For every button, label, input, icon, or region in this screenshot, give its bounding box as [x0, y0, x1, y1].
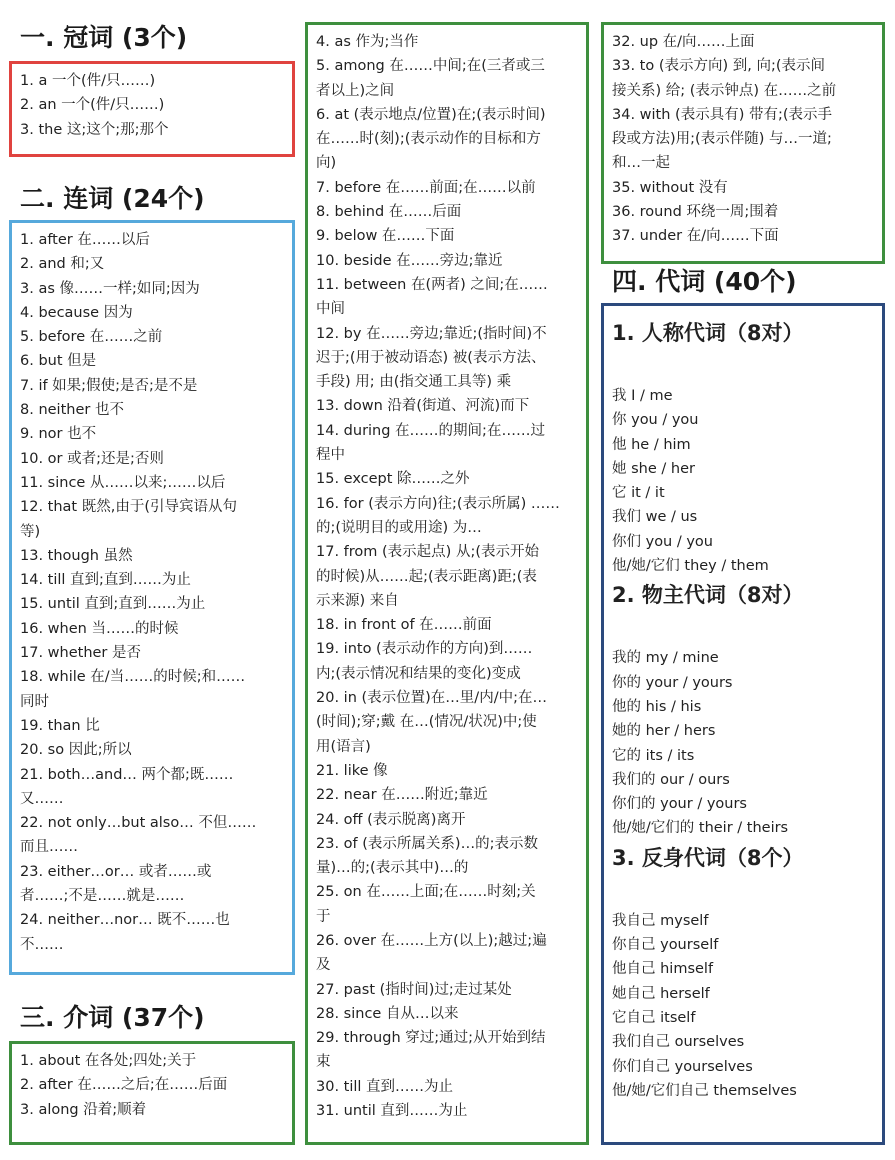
spacer [612, 610, 874, 646]
list-item: 11. since 从……以来;……以后 [20, 474, 226, 491]
pronoun-item: 他 he / him [612, 436, 691, 453]
list-item: 23. of (表示所属关系)…的;表示数 量)…的;(表示其中)…的 [316, 835, 538, 877]
list-item: 25. on 在……上面;在……时刻;关 于 [316, 884, 536, 925]
list-item: 6. but 但是 [20, 353, 97, 370]
list-item: 14. till 直到;直到……为止 [20, 572, 191, 589]
list-item: 18. in front of 在……前面 [316, 617, 492, 634]
pronoun-item: 我们的 our / ours [612, 771, 730, 788]
list-item: 17. whether 是否 [20, 645, 142, 662]
list-item: 24. off (表示脱离)离开 [316, 811, 466, 828]
list-item: 23. either…or… 或者……或 者……;不是……就是…… [20, 863, 212, 905]
list-item: 20. so 因此;所以 [20, 742, 132, 759]
list-item: 26. over 在……上方(以上);越过;遍 及 [316, 932, 547, 974]
pronoun-item: 你们自己 yourselves [612, 1058, 753, 1075]
list-item: 10. or 或者;还是;否则 [20, 450, 164, 467]
list-item: 17. from (表示起点) 从;(表示开始 的时候)从……起;(表示距离)距;(表 示来源) 来自 [316, 544, 539, 609]
list-item: 3. as 像……一样;如同;因为 [20, 280, 200, 297]
list-item: 3. the 这;这个;那;那个 [20, 121, 169, 138]
pronoun-item: 你自己 yourself [612, 937, 719, 954]
list-item: 1. about 在各处;四处;关于 [20, 1053, 197, 1069]
list-item: 33. to (表示方向) 到, 向;(表示间 接关系) 给; (表示钟点) 在……之前 [612, 58, 837, 99]
list-item: 36. round 环绕一周;围着 [612, 204, 779, 221]
list-item: 8. behind 在……后面 [316, 204, 462, 221]
list-item: 12. by 在……旁边;靠近;(指时间)不 迟于;(用于被动语态) 被(表示方法、 手段) 用; 由(指交通工具等) 乘 [316, 325, 547, 391]
list-item: 16. for (表示方向)往;(表示所属) …… 的;(说明目的或用途) 为… [316, 495, 560, 536]
articles-list [20, 69, 284, 142]
articles-heading: 一. 冠词 (3个) [20, 23, 188, 52]
pronoun-item: 你的 your / yours [612, 674, 733, 691]
list-item: 13. though 虽然 [20, 547, 133, 564]
list-item: 27. past (指时间)过;走过某处 [316, 981, 512, 998]
pronoun-group-title: 1. 人称代词（8对） [612, 321, 804, 345]
spacer [612, 873, 874, 909]
list-item: 22. not only…but also… 不但…… 而且…… [20, 815, 257, 856]
list-item: 10. beside 在……旁边;靠近 [316, 252, 503, 269]
conjunctions-list [20, 228, 284, 957]
list-item: 8. neither 也不 [20, 402, 124, 419]
prepositions-list-2 [316, 30, 578, 1123]
list-item: 9. nor 也不 [20, 426, 97, 443]
pronoun-item: 他自己 himself [612, 961, 714, 978]
list-item: 4. because 因为 [20, 304, 133, 321]
pronoun-item: 你 you / you [612, 412, 699, 429]
pronouns-heading: 四. 代词 (40个) [612, 267, 797, 296]
pronoun-item: 他/她/它们自己 themselves [612, 1082, 797, 1099]
list-item: 30. till 直到……为止 [316, 1078, 454, 1095]
list-item: 2. an 一个(件/只……) [20, 97, 165, 114]
pronoun-group-title: 2. 物主代词（8对） [612, 583, 804, 608]
prepositions-heading: 三. 介词 (37个) [20, 1003, 205, 1032]
list-item: 34. with (表示具有) 带有;(表示手 段或方法)用;(表示伴随) 与…一道; 和…一起 [612, 106, 833, 172]
conjunctions-heading: 二. 连词 (24个) [20, 184, 205, 213]
pronoun-item: 我们自己 ourselves [612, 1034, 745, 1051]
list-item: 3. along 沿着;顺着 [20, 1101, 147, 1118]
conjunctions-box [9, 220, 295, 975]
list-item: 9. below 在……下面 [316, 228, 455, 245]
list-item: 32. up 在/向……上面 [612, 34, 755, 50]
spacer [612, 348, 874, 384]
list-item: 28. since 自从…以来 [316, 1005, 459, 1022]
pronoun-item: 我 I / me [612, 388, 673, 404]
list-item: 20. in (表示位置)在…里/内/中;在… (时间);穿;戴 在…(情况/状况)中;使 用(语言) [316, 690, 547, 755]
pronouns-box [601, 303, 885, 1145]
list-item: 12. that 既然,由于(引导宾语从句 等) [20, 499, 237, 540]
list-item: 22. near 在……附近;靠近 [316, 787, 488, 804]
list-item: 1. after 在……以后 [20, 232, 150, 248]
list-item: 31. until 直到……为止 [316, 1103, 468, 1120]
pronoun-item: 我的 my / mine [612, 650, 719, 667]
list-item: 7. before 在……前面;在……以前 [316, 179, 536, 196]
list-item: 19. than 比 [20, 717, 100, 734]
pronoun-item: 你们 you / you [612, 533, 713, 550]
list-item: 5. before 在……之前 [20, 329, 163, 346]
list-item: 16. when 当……的时候 [20, 620, 179, 637]
pronoun-item: 我们 we / us [612, 509, 698, 526]
list-item: 15. until 直到;直到……为止 [20, 596, 206, 613]
list-item: 21. both…and… 两个都;既…… 又…… [20, 766, 234, 807]
pronoun-item: 它的 its / its [612, 747, 695, 764]
pronoun-item: 她自己 herself [612, 985, 710, 1002]
pronoun-item: 它 it / it [612, 485, 665, 502]
list-item: 5. among 在……中间;在(三者或三 者以上)之间 [316, 58, 545, 99]
prepositions-box-1 [9, 1041, 295, 1145]
prepositions-box-3 [601, 22, 885, 264]
list-item: 37. under 在/向……下面 [612, 228, 779, 245]
prepositions-list-3 [612, 30, 874, 249]
pronoun-item: 它自己 itself [612, 1009, 696, 1026]
pronoun-item: 我自己 myself [612, 912, 709, 929]
pronoun-item: 他的 his / his [612, 698, 702, 715]
list-item: 19. into (表示动作的方向)到…… 内;(表示情况和结果的变化)变成 [316, 641, 533, 682]
list-item: 13. down 沿着(街道、河流)而下 [316, 398, 530, 415]
list-item: 18. while 在/当……的时候;和…… 同时 [20, 669, 246, 710]
list-item: 21. like 像 [316, 762, 388, 779]
list-item: 14. during 在……的期间;在……过 程中 [316, 422, 545, 464]
pronouns-list [612, 318, 874, 1103]
pronoun-item: 她的 her / hers [612, 723, 716, 740]
list-item: 29. through 穿过;通过;从开始到结 束 [316, 1030, 546, 1071]
pronoun-group-title: 3. 反身代词（8个） [612, 845, 804, 870]
list-item: 35. without 没有 [612, 179, 728, 196]
prepositions-list-1 [20, 1049, 284, 1122]
prepositions-box-2 [305, 22, 589, 1145]
pronoun-item: 她 she / her [612, 460, 695, 477]
list-item: 11. between 在(两者) 之间;在…… 中间 [316, 276, 548, 318]
pronoun-item: 他/她/它们 they / them [612, 558, 769, 575]
list-item: 2. and 和;又 [20, 256, 105, 273]
list-item: 24. neither…nor… 既不……也 不…… [20, 912, 230, 953]
pronoun-item: 他/她/它们的 their / theirs [612, 820, 789, 837]
list-item: 15. except 除……之外 [316, 471, 470, 488]
list-item: 6. at (表示地点/位置)在;(表示时间) 在……时(刻);(表示动作的目标和方 向) [316, 106, 546, 172]
list-item: 7. if 如果;假使;是否;是不是 [20, 377, 198, 394]
list-item: 4. as 作为;当作 [316, 34, 419, 50]
articles-box [9, 61, 295, 157]
list-item: 2. after 在……之后;在……后面 [20, 1077, 228, 1094]
list-item: 1. a 一个(件/只……) [20, 73, 156, 89]
pronoun-item: 你们的 your / yours [612, 796, 747, 813]
